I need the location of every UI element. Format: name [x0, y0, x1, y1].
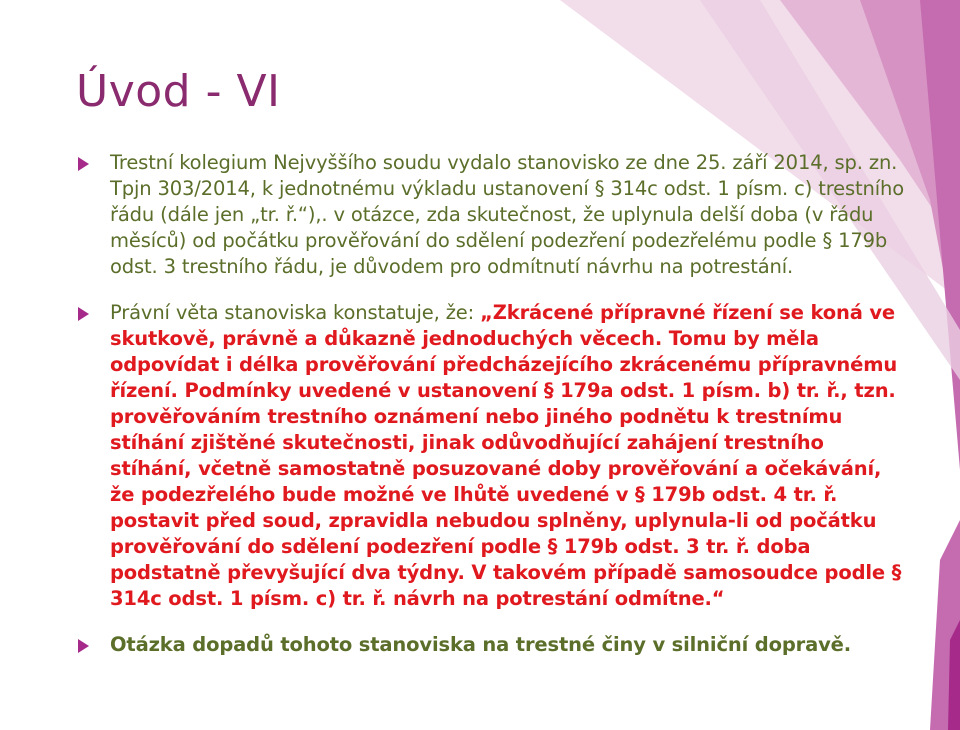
bullet-item — [76, 150, 906, 280]
bullet-text — [110, 300, 906, 612]
bullet-text: Trestní kolegium Nejvyššího soudu vydalo stanovisko ze dne 25. září 2014, sp. zn. Tpjn 303/2014, k jednotnému výkladu ustanovení § 314c odst. 1 písm. c) trestního řádu (dále jen „tr. ř.“),. v otázce, zda skutečnost, že uplynula delší doba (v řádu měsíců) od počátku prověřování do sdělení podezření podezřelému podle § 179b odst. 3 trestního řádu, je důvodem pro odmítnutí návrhu na potrestání. — [110, 151, 904, 278]
quoted-legal-sentence: „Zkrácené přípravné řízení se koná ve skutkově, právně a důkazně jednoduchých věcech. Tomu by měla odpovídat i délka prověřování předcházejícího zkrácenému přípravnému řízení. Podmínky uvedené v ustanovení § 179a odst. 1 písm. b) tr. ř., tzn. prověřováním trestního oznámení nebo jiného podnětu k trestnímu stíhání zjištěné skutečnosti, jinak odůvodňující zahájení trestního stíhání, včetně samostatně posuzované doby prověřování a očekávání, že podezřelého bude možné ve lhůtě uvedené v § 179b odst. 4 tr. ř. postavit před soud, zpravidla nebudou splněny, uplynula-li od počátku prověřování do sdělení podezření podle § 179b odst. 3 tr. ř. doba podstatně převyšující dva týdny. V takovém případě samosoudce podle § 314c odst. 1 písm. c) tr. ř. návrh na potrestání odmítne.“ — [110, 301, 902, 610]
bullet-text: Otázka dopadů tohoto stanoviska na trestné činy v silniční dopravě. — [110, 633, 851, 656]
slide-title: Úvod - VI — [76, 66, 281, 117]
triangle-bullet-icon — [78, 307, 89, 321]
bullet-item — [76, 632, 906, 658]
bullet-intro-text: Právní věta stanoviska konstatuje, že: — [110, 301, 481, 324]
triangle-bullet-icon — [78, 639, 89, 653]
triangle-bullet-icon — [78, 157, 89, 171]
bullet-item — [76, 300, 906, 612]
bullet-list — [76, 150, 906, 658]
